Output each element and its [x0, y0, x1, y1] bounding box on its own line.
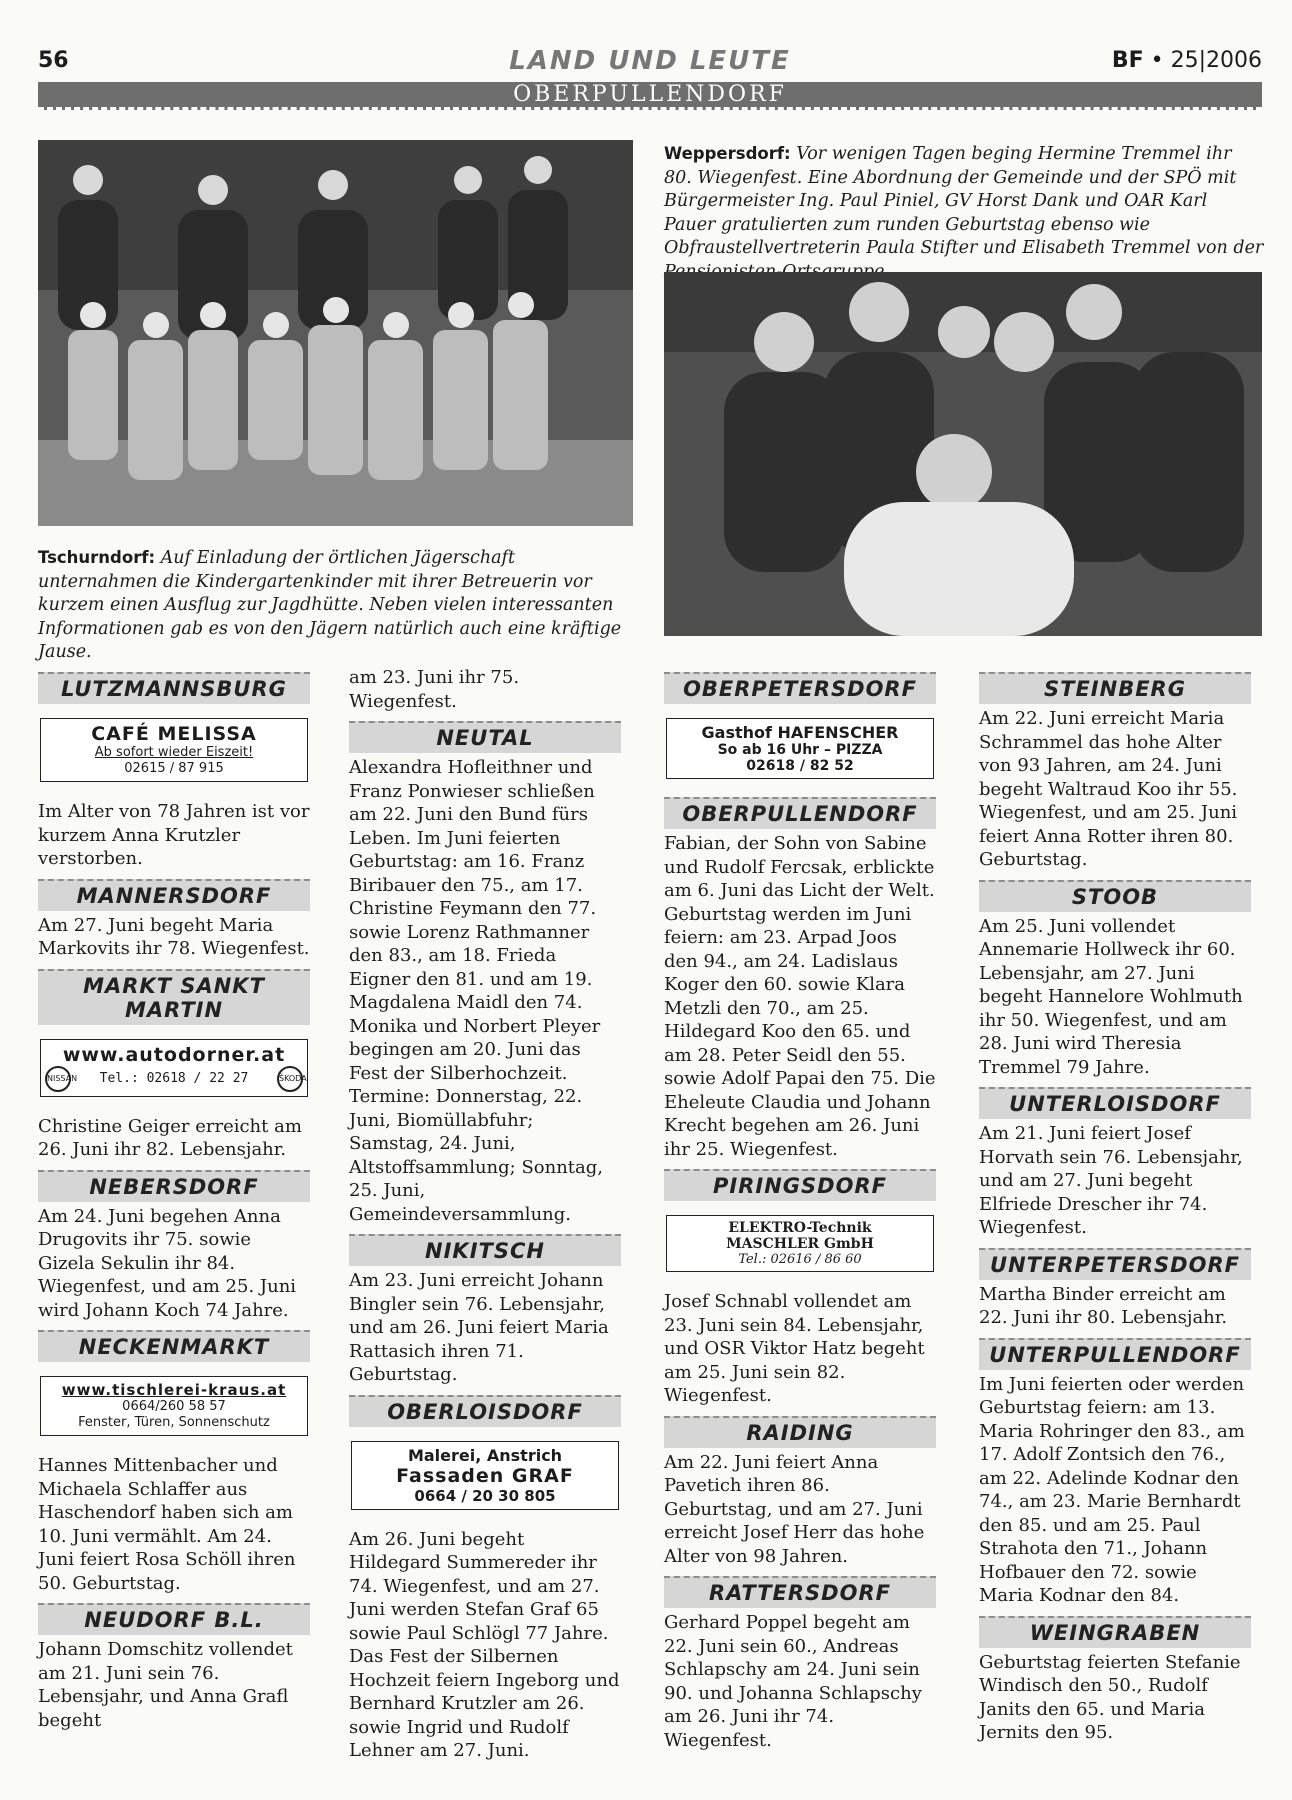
heading-markt-sankt-martin: MARKT SANKT MARTIN	[38, 969, 310, 1025]
text-unterpullendorf: Im Juni feierten oder werden Geburtstag feiern: am 13. Maria Rohringer den 83., am 17. Adolf Zontsich den 76., am 22. Adelinde Kodnar den 74., am 23. Marie Bernhardt den 85. und am 25. Paul Strahota den 71., Johann Hofbauer den 72. sowie Maria Kodnar den 84.	[979, 1373, 1245, 1606]
heading-oberloisdorf: OBERLOISDORF	[349, 1395, 621, 1427]
photo-birthday-group	[664, 272, 1262, 636]
text-unterloisdorf: Am 21. Juni feiert Josef Horvath sein 76. Lebensjahr, und am 27. Juni begeht Elfriede Drescher ihr 74. Wiegenfest.	[979, 1123, 1243, 1238]
nissan-logo-icon: NISSAN	[45, 1066, 71, 1092]
publication-name: BF	[1111, 48, 1144, 73]
heading-neutal: NEUTAL	[349, 721, 621, 753]
heading-nebersdorf: NEBERSDORF	[38, 1170, 310, 1202]
ad-phone: 0664/260 58 57	[122, 1399, 226, 1414]
caption-text: Vor wenigen Tagen beging Hermine Tremmel ihr 80. Wiegenfest. Eine Abordnung der Gemeinde und der SPÖ mit Bürgermeister Ing. Paul Piniel, GV Horst Dank und OAR Karl Pauer gratulierten zum runden Geburtstag ebenso wie Obfraustellvertreterin Paula Stifter und Elisabeth Tremmel von der	[664, 144, 1264, 258]
issue-info	[1112, 48, 1262, 73]
ad-phone: Tel.: 02616 / 86 60	[738, 1252, 862, 1267]
heading-weingraben: WEINGRABEN	[979, 1616, 1251, 1648]
text-piringsdorf: Josef Schnabl vollendet am 23. Juni sein 84. Lebensjahr, und OSR Viktor Hatz begeht am 25. Juni sein 82. Wiegenfest.	[664, 1291, 925, 1406]
text-steinberg: Am 22. Juni erreicht Maria Schrammel das hohe Alter von 93 Jahren, am 24. Juni begeht Waltraud Koo ihr 55. Wiegenfest, und am 25. Juni feiert Anna Rotter ihren 80. Geburtstag.	[979, 708, 1238, 870]
issue-number: • 25|2006	[1150, 48, 1262, 73]
ad-line: Fenster, Türen, Sonnenschutz	[78, 1415, 270, 1430]
text-weingraben: Geburtstag feierten Stefanie Windisch den 50., Rudolf Janits den 65. und Maria Jernits den 95.	[979, 1651, 1241, 1743]
ad-cafe-melissa	[40, 718, 308, 782]
ad-malerei-graf	[351, 1441, 619, 1510]
text-continued: am 23. Juni ihr 75. Wiegenfest.	[349, 667, 520, 712]
heading-rattersdorf: RATTERSDORF	[664, 1576, 936, 1608]
heading-mannersdorf: MANNERSDORF	[38, 879, 310, 911]
ad-phone: 02615 / 87 915	[124, 761, 224, 776]
caption-place: Weppersdorf:	[664, 144, 791, 163]
caption-tschurndorf	[38, 546, 638, 665]
heading-neudorf: NEUDORF B.L.	[38, 1603, 310, 1635]
ad-line: So ab 16 Uhr – PIZZA	[717, 742, 883, 758]
column-4	[979, 664, 1251, 1745]
text-nikitsch: Am 23. Juni erreicht Johann Bingler sein 76. Lebensjahr, und am 26. Juni feiert Maria Rattasich ihren 71. Geburtstag.	[349, 1270, 609, 1385]
heading-steinberg: STEINBERG	[979, 672, 1251, 704]
skoda-logo-icon: ŠKODA	[277, 1066, 303, 1092]
text-neutal: Alexandra Hofleithner und Franz Ponwieser schließen am 22. Juni den Bund fürs Leben. Im Juni feierten Geburtstag: am 16. Franz Biribauer den 75., am 17. Christine Feymann den 77. sowie Lorenz Rathmanner den 83., am 18. Frieda Eigner den 81. und am 19. Magdalena Maidl den 74. Monika und Norbert Pleyer begingen am 20. Juni das Fest der Silberhochzeit. Termine: Donnerstag, 22. Juni, Biomüllabfuhr; Samstag, 24. Juni, Altstoffsammlung; Sonntag, 25. Juni, Gemeindeversammlung.	[349, 757, 604, 1225]
page-number: 56	[38, 48, 69, 73]
ad-title: MASCHLER GmbH	[726, 1236, 874, 1252]
ad-url: www.autodorner.at	[62, 1043, 286, 1066]
region-band	[38, 82, 1262, 110]
text-raiding: Am 22. Juni feiert Anna Pavetich ihren 86. Geburtstag, und am 27. Juni erreicht Josef Herr das hohe Alter von 98 Jahren.	[664, 1451, 925, 1567]
heading-neckenmarkt: NECKENMARKT	[38, 1330, 310, 1362]
heading-oberpetersdorf: OBERPETERSDORF	[664, 672, 936, 704]
heading-unterloisdorf: UNTERLOISDORF	[979, 1087, 1251, 1119]
caption-text: Auf Einladung der örtlichen Jägerschaft unternahmen die Kindergartenkinder mit ihrer Betreuerin vor kurzem einen Ausflug zur Jagdhütte. Neben vielen interessanten Informationen gab es von den Jägern natürlich auch eine kräftige Jause.	[38, 548, 622, 662]
ad-phone-row	[45, 1066, 307, 1092]
ad-title: Gasthof HAFENSCHER	[701, 723, 899, 742]
ad-phone: Tel.: 02618 / 22 27	[99, 1071, 249, 1086]
column-3	[664, 664, 936, 1752]
ad-phone: 0664 / 20 30 805	[414, 1486, 556, 1505]
ad-line: Ab sofort wieder Eiszeit!	[94, 745, 254, 760]
text-markt-sankt-martin: Christine Geiger erreicht am 26. Juni ihr 82. Lebensjahr.	[38, 1115, 302, 1160]
ad-gasthof-hafenscher	[666, 718, 934, 779]
heading-lutzmannsburg: LUTZMANNSBURG	[38, 672, 310, 704]
text-rattersdorf: Gerhard Poppel begeht am 22. Juni sein 60., Andreas Schlapschy am 24. Juni sein 90. und Johanna Schlapschy am 26. Juni ihr 74. Wiegenfest.	[664, 1612, 922, 1751]
column-2	[349, 666, 621, 1763]
text-oberloisdorf: Am 26. Juni begeht Hildegard Summereder ihr 74. Wiegenfest, und am 27. Juni werden Stefan Graf 65 sowie Paul Schlögl 77 Jahre. Das Fest der Silbernen Hochzeit feiern Ingeborg und Bernhard Krutzler am 26. sowie Ingrid und Rudolf Lehner am 27. Juni.	[349, 1528, 620, 1761]
heading-unterpetersdorf: UNTERPETERSDORF	[979, 1248, 1251, 1280]
section-title: LAND UND LEUTE	[509, 46, 791, 76]
caption-weppersdorf	[664, 142, 1264, 284]
heading-stoob: STOOB	[979, 880, 1251, 912]
text-unterpetersdorf: Martha Binder erreicht am 22. Juni ihr 80. Lebensjahr.	[979, 1283, 1228, 1328]
heading-unterpullendorf: UNTERPULLENDORF	[979, 1338, 1251, 1370]
text-nebersdorf: Am 24. Juni begehen Anna Drugovits ihr 75. sowie Gizela Sekulin ihr 84. Wiegenfest, und am 25. Juni wird Johann Koch 74 Jahre.	[38, 1205, 297, 1321]
ad-tischlerei-kraus	[40, 1376, 308, 1436]
caption-place: Tschurndorf:	[38, 548, 156, 567]
ad-autodorner	[40, 1039, 308, 1097]
region-title: OBERPULLENDORF	[513, 82, 787, 107]
text-neckenmarkt: Hannes Mittenbacher und Michaela Schlaffer aus Haschendorf haben sich am 10. Juni vermählt. Am 24. Juni feiert Rosa Schöll ihren 50. Geburtstag.	[38, 1455, 296, 1594]
heading-piringsdorf: PIRINGSDORF	[664, 1169, 936, 1201]
text-mannersdorf: Am 27. Juni begeht Maria Markovits ihr 78. Wiegenfest.	[38, 914, 310, 959]
heading-raiding: RAIDING	[664, 1416, 936, 1448]
heading-nikitsch: NIKITSCH	[349, 1234, 621, 1266]
ad-line: Malerei, Anstrich	[407, 1445, 563, 1465]
text-stoob: Am 25. Juni vollendet Annemarie Hollweck ihr 60. Lebensjahr, am 27. Juni begeht Hannelore Wohlmuth ihr 50. Wiegenfest, und am 28. Juni wird Theresia Tremmel 79 Jahre.	[979, 915, 1243, 1078]
text-lutzmannsburg: Im Alter von 78 Jahren ist vor kurzem Anna Krutzler verstorben.	[38, 801, 310, 869]
ad-line: ELEKTRO-Technik	[728, 1220, 872, 1236]
text-oberpullendorf: Fabian, der Sohn von Sabine und Rudolf Fercsak, erblickte am 6. Juni das Licht der Welt. Geburtstag werden im Juni feiern: am 23. Arpad Joos den 94., am 24. Ladislaus Koger den 60. sowie Klara Metzli den 70., am 25. Hildegard Koo den 65. und am 28. Peter Seidl den 55. sowie Adolf Papai den 75. Die Eheleute Claudia und Johann Krecht begehen am 26. Juni ihr 25. Wiegenfest.	[664, 833, 936, 1160]
heading-oberpullendorf: OBERPULLENDORF	[664, 797, 936, 829]
ad-title: Fassaden GRAF	[396, 1464, 574, 1487]
ad-phone: 02618 / 82 52	[746, 758, 854, 774]
column-1	[38, 664, 310, 1732]
ad-elektro-maschler	[666, 1215, 934, 1272]
ad-title: CAFÉ MELISSA	[91, 723, 257, 745]
photo-kindergarten-group	[38, 140, 633, 526]
ad-url: www.tischlerei-kraus.at	[61, 1381, 287, 1399]
text-neudorf: Johann Domschitz vollendet am 21. Juni sein 76. Lebensjahr, und Anna Grafl begeht	[38, 1639, 293, 1731]
